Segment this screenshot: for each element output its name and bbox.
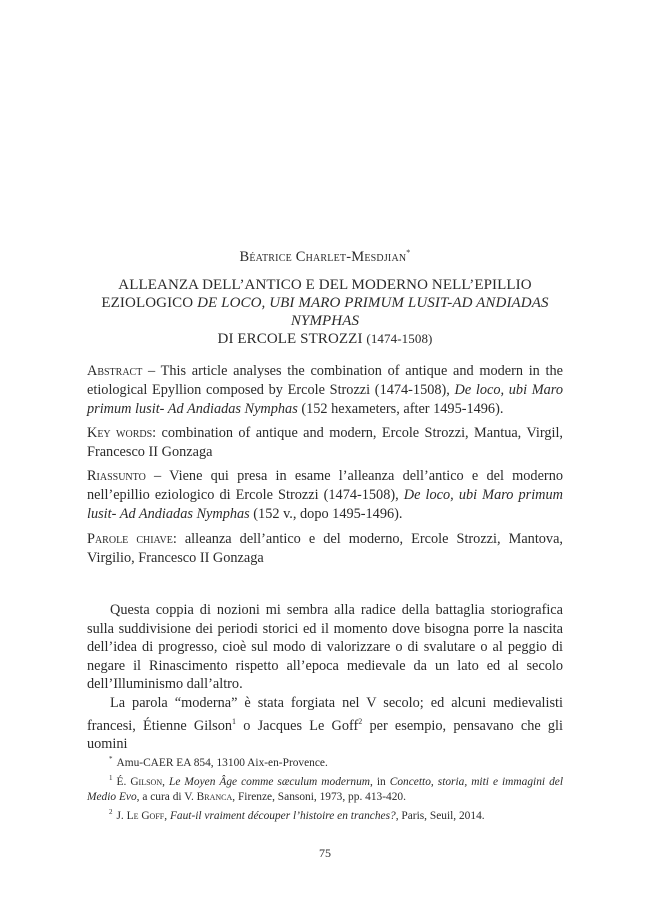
body-p2-part-c: per esempio, pensavano che gli uomini — [87, 717, 563, 752]
keywords-paragraph — [87, 424, 563, 462]
footnote-1-separator: , — [162, 775, 169, 788]
footnote-1-editor: Branca — [196, 790, 233, 803]
keywords-label: Key words — [87, 425, 153, 441]
footnote-2-author: J. Le Goff — [116, 809, 165, 822]
body-paragraph-1: Questa coppia di nozioni mi sembra alla radice della battaglia storiografica sulla suddivisione dei periodi storici ed il momento dove bisogna porre la nascita dell’idea di progresso, cioè sul modo di valorizzare o di svalutare o al peggio di negare il Rinascimento rispetto all’epoca medievale da un lato ed al secolo dell’Illuminismo dall’altro. — [87, 602, 563, 693]
footnote-2-marker: 2 — [109, 807, 113, 816]
parole-chiave-label: Parole chiave — [87, 531, 173, 547]
abstract-label: Abstract — [87, 363, 143, 379]
footnote-1 — [87, 771, 563, 805]
riassunto-paragraph — [87, 467, 563, 524]
title-work-name: DE LOCO, UBI MARO PRIMUM LUSIT-AD ANDIADAS NYMPHAS — [197, 295, 549, 329]
author-name: Béatrice Charlet-Mesdjian — [239, 248, 407, 265]
footnote-2-separator: , — [164, 809, 170, 822]
footnote-1-mid-2: , a cura di V. — [136, 790, 197, 803]
footnote-1-tail: , Firenze, Sansoni, 1973, pp. 413-420. — [232, 790, 406, 803]
abstract-work-title: De loco, ubi Maro primum lusit- Ad Andiadas Nymphas — [87, 382, 563, 417]
footnote-star-marker: * — [109, 755, 113, 763]
author-line — [0, 248, 650, 266]
abstract-text-1: – This article analyses the combination of antique and modern in the etiological Epyllion composed by Ercole Strozzi (1474-1508), — [87, 363, 563, 398]
body-paragraph-2 — [87, 694, 563, 754]
footnote-1-author: É. Gilson — [116, 775, 163, 788]
parole-chiave-paragraph — [87, 530, 563, 568]
footnote-star-text: Amu-CAER EA 854, 13100 Aix-en-Provence. — [116, 756, 328, 769]
abstract-paragraph — [87, 362, 563, 419]
title-line-1: ALLEANZA DELL’ANTICO E DEL MODERNO NELL’EPILLIO — [118, 277, 532, 293]
footnote-1-volume-title: Concetto, storia, miti e immagini del Medio Evo — [87, 775, 563, 803]
riassunto-work-title: De loco, ubi Maro primum lusit- Ad Andiadas Nymphas — [87, 487, 563, 522]
parole-chiave-text: : alleanza dell’antico e del moderno, Ercole Strozzi, Mantova, Virgilio, Francesco II Gonzaga — [87, 531, 564, 566]
body-p2-part-b: o Jacques Le Goff — [236, 717, 359, 734]
body-text — [87, 601, 563, 754]
footnote-2 — [87, 805, 563, 824]
riassunto-text-2: (152 v., dopo 1495-1496). — [249, 506, 403, 522]
title-line-3-plain: DI ERCOLE STROZZI — [217, 331, 367, 347]
footnote-1-mid-1: , in — [370, 775, 390, 788]
abstract-text-2: (152 hexameters, after 1495-1496). — [297, 401, 504, 417]
article-title — [70, 276, 580, 348]
author-footnote-marker: * — [406, 248, 411, 257]
riassunto-label: Riassunto — [87, 468, 146, 484]
title-dates: (1474-1508) — [366, 331, 433, 346]
footnote-2-tail: , Paris, Seuil, 2014. — [395, 809, 485, 822]
footnote-ref-1[interactable]: 1 — [232, 716, 237, 726]
keywords-text: : combination of antique and modern, Ercole Strozzi, Mantua, Virgil, Francesco II Gonzaga — [87, 425, 564, 460]
footnote-star — [87, 752, 563, 771]
title-line-3 — [70, 330, 580, 348]
body-p2-part-a: La parola “moderna” è stata forgiata nel V secolo; ed alcuni medievalisti francesi, Étienne Gilson — [87, 694, 563, 734]
page-number: 75 — [319, 846, 331, 860]
footnotes — [87, 752, 563, 823]
riassunto-text-1: – Viene qui presa in esame l’alleanza dell’antico e del moderno nell’epillio eziologico di Ercole Strozzi (1474-1508), — [87, 468, 563, 503]
footnote-ref-2[interactable]: 2 — [358, 716, 363, 726]
title-line-2-plain: EZIOLOGICO — [101, 295, 198, 311]
footnote-1-title: Le Moyen Âge comme sæculum modernum — [168, 775, 371, 788]
footnote-1-marker: 1 — [109, 773, 113, 782]
footnote-2-title: Faut-il vraiment découper l’histoire en tranches? — [169, 809, 396, 822]
title-line-2 — [70, 294, 580, 330]
